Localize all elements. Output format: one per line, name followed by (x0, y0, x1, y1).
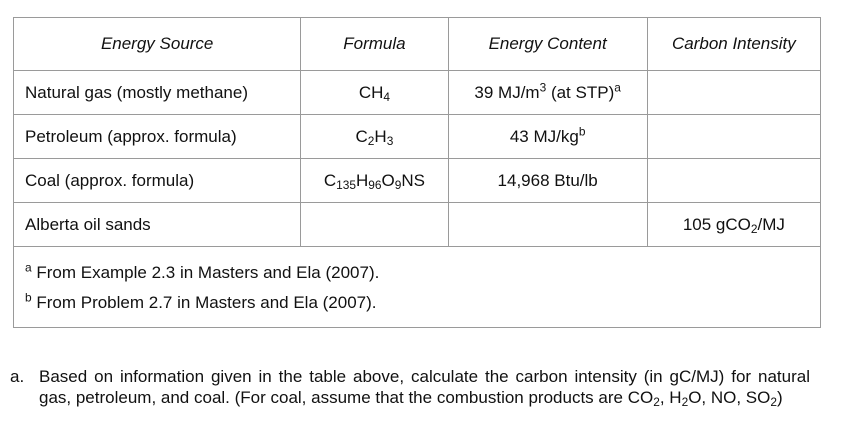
cell-energy-content (448, 203, 647, 247)
table-row-coal (14, 159, 821, 203)
table-row-petroleum (14, 115, 821, 159)
header-energy-source: Energy Source (14, 18, 301, 71)
cell-source: Coal (approx. formula) (14, 159, 301, 203)
cell-formula: $C_{135}H_{96}O_9NS$ (301, 159, 448, 203)
cell-formula: $C_2H_3$ (301, 115, 448, 159)
cell-source: Natural gas (mostly methane) (14, 71, 301, 115)
table-header-row (14, 18, 821, 71)
cell-formula: $CH_4$ (301, 71, 448, 115)
footnote-a: $^a$ From Example 2.3 in Masters and Ela (2007). (25, 260, 380, 282)
question-a (10, 366, 810, 408)
table-notes-row (14, 247, 821, 328)
footnote-marker: a (614, 79, 621, 94)
cell-energy-content: 14,968 Btu/lb (448, 159, 647, 203)
cell-source: Petroleum (approx. formula) (14, 115, 301, 159)
footnote-marker: b (578, 123, 586, 138)
table-row-natural-gas (14, 71, 821, 115)
question-label: a. (10, 367, 25, 386)
cell-carbon-intensity: 105 gCO$_2$/MJ (647, 203, 820, 247)
cell-source: Alberta oil sands (14, 203, 301, 247)
question-text: Based on information given in the table above, calculate the carbon intensity (in gC/MJ) for natural gas, petroleum, and coal. (For coal, assume that the combustion products are $CO_2$, $H_2O$, NO, $SO_2$) (39, 367, 810, 409)
cell-formula (301, 203, 448, 247)
cell-energy-content: 43 $MJ/kg^b$ (448, 115, 647, 159)
cell-carbon-intensity (647, 115, 820, 159)
cell-energy-content: 39 $MJ/m^3$ (at STP)$^a$ (448, 71, 647, 115)
table-row-oil-sands (14, 203, 821, 247)
cell-carbon-intensity (647, 71, 820, 115)
header-carbon-intensity: Carbon Intensity (647, 18, 820, 71)
cell-carbon-intensity (647, 159, 820, 203)
header-energy-content: Energy Content (448, 18, 647, 71)
energy-source-table (13, 17, 821, 328)
table-footnotes (14, 247, 821, 328)
header-formula: Formula (301, 18, 448, 71)
footnote-b: $^b$ From Problem 2.7 in Masters and Ela (2007). (25, 290, 377, 312)
